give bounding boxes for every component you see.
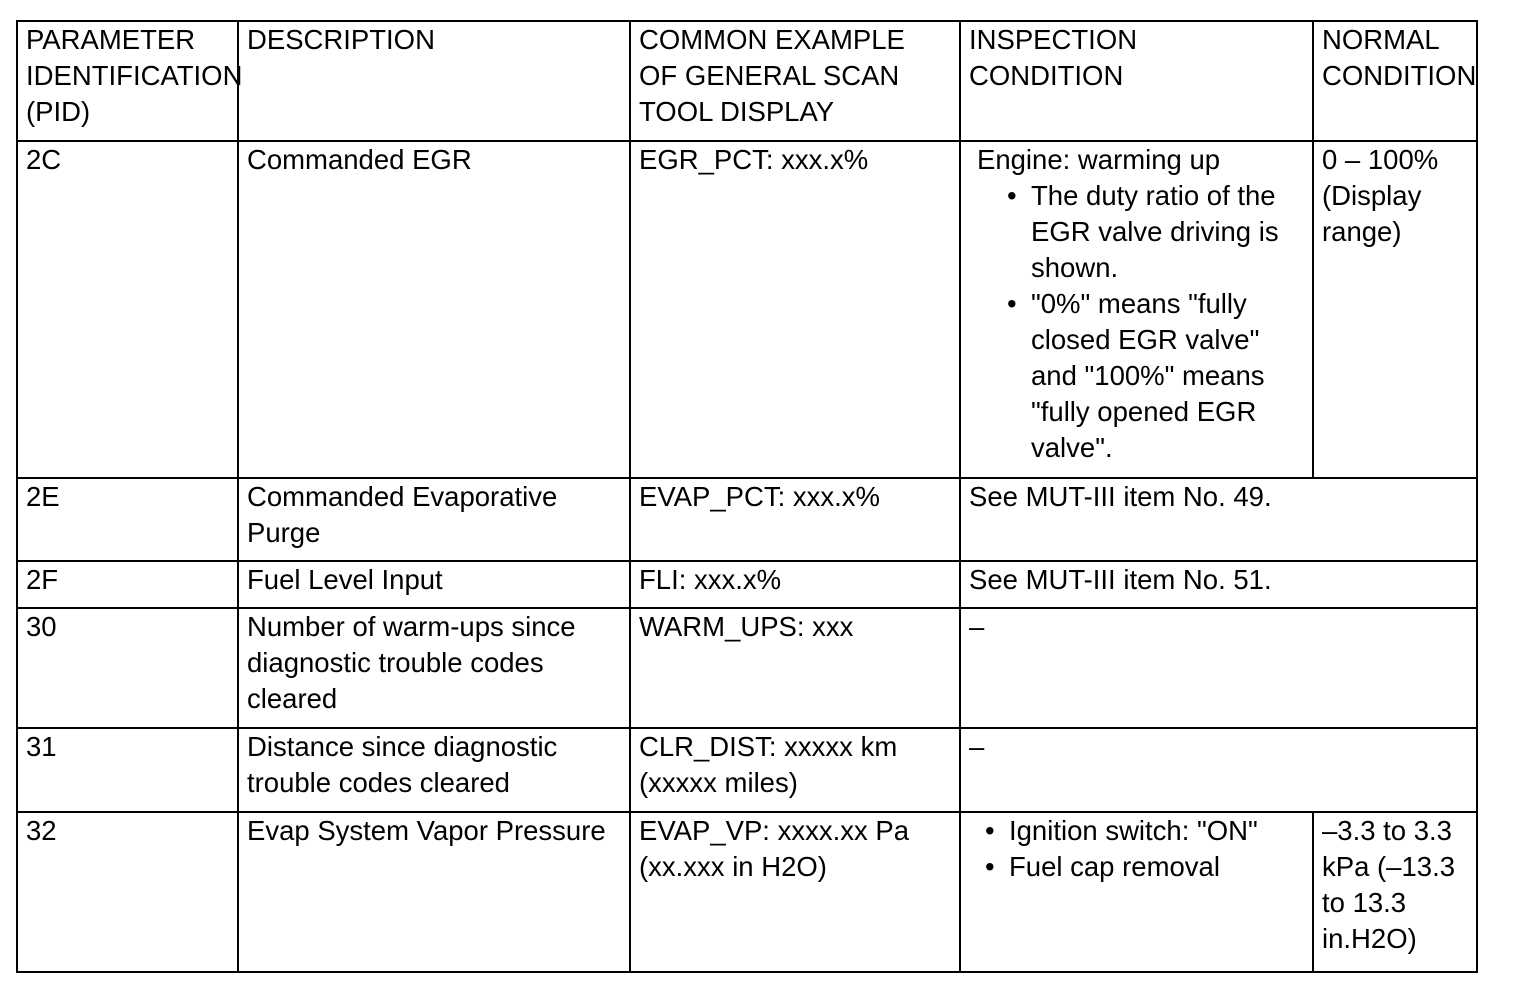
- inspection-intro: Engine: warming up: [977, 144, 1221, 175]
- pid-cell: 32: [17, 812, 238, 972]
- header-description: DESCRIPTION: [238, 21, 630, 141]
- table-row: [17, 561, 1477, 608]
- pid-cell: 2F: [17, 561, 238, 608]
- table-row: [17, 608, 1477, 728]
- description-cell: Commanded Evaporative Purge: [238, 478, 630, 561]
- bullet-icon: •: [1007, 180, 1017, 211]
- table-row: [17, 728, 1477, 812]
- inspection-condition-cell: –: [960, 728, 1477, 812]
- description-cell: Number of warm-ups since diagnostic trouble codes cleared: [238, 608, 630, 728]
- list-item: • "0%" means "fully closed EGR valve" and "100%" means "fully opened EGR valve".: [1007, 288, 1265, 463]
- list-item: • Fuel cap removal: [969, 849, 1306, 885]
- inspection-condition-cell: [960, 141, 1313, 478]
- pid-cell: 30: [17, 608, 238, 728]
- bullet-icon: •: [985, 851, 995, 882]
- header-pid: PARAMETER IDENTIFICATION (PID): [17, 21, 238, 141]
- header-normal-condition: NORMAL CONDITION: [1313, 21, 1477, 141]
- scan-display-cell: EVAP_PCT: xxx.x%: [630, 478, 960, 561]
- inspection-bullet-list: [969, 178, 1306, 466]
- description-cell: Fuel Level Input: [238, 561, 630, 608]
- inspection-condition-cell: See MUT-III item No. 49.: [960, 478, 1477, 561]
- pid-cell: 31: [17, 728, 238, 812]
- description-cell: Commanded EGR: [238, 141, 630, 478]
- normal-condition-cell: –3.3 to 3.3 kPa (–13.3 to 13.3 in.H2O): [1313, 812, 1477, 972]
- scan-display-cell: CLR_DIST: xxxxx km (xxxxx miles): [630, 728, 960, 812]
- normal-condition-cell: 0 – 100% (Display range): [1313, 141, 1477, 478]
- table-row: [17, 812, 1477, 972]
- table-row: [17, 141, 1477, 478]
- inspection-condition-cell: See MUT-III item No. 51.: [960, 561, 1477, 608]
- header-scan-display: COMMON EXAMPLE OF GENERAL SCAN TOOL DISPLAY: [630, 21, 960, 141]
- header-inspection-condition: INSPECTION CONDITION: [960, 21, 1313, 141]
- inspection-condition-cell: –: [960, 608, 1477, 728]
- table-header-row: [17, 21, 1477, 141]
- pid-cell: 2E: [17, 478, 238, 561]
- scan-display-cell: WARM_UPS: xxx: [630, 608, 960, 728]
- scan-display-cell: EGR_PCT: xxx.x%: [630, 141, 960, 478]
- bullet-icon: •: [1007, 288, 1017, 319]
- scan-display-cell: EVAP_VP: xxxx.xx Pa (xx.xxx in H2O): [630, 812, 960, 972]
- table-row: [17, 478, 1477, 561]
- inspection-bullet-list: [969, 813, 1306, 885]
- inspection-condition-cell: [960, 812, 1313, 972]
- description-cell: Evap System Vapor Pressure: [238, 812, 630, 972]
- pid-cell: 2C: [17, 141, 238, 478]
- scan-display-cell: FLI: xxx.x%: [630, 561, 960, 608]
- list-item: • Ignition switch: "ON": [969, 813, 1306, 849]
- description-cell: Distance since diagnostic trouble codes cleared: [238, 728, 630, 812]
- pid-table: [16, 20, 1478, 973]
- list-item: • The duty ratio of the EGR valve driving is shown.: [1007, 180, 1279, 283]
- bullet-icon: •: [985, 815, 995, 846]
